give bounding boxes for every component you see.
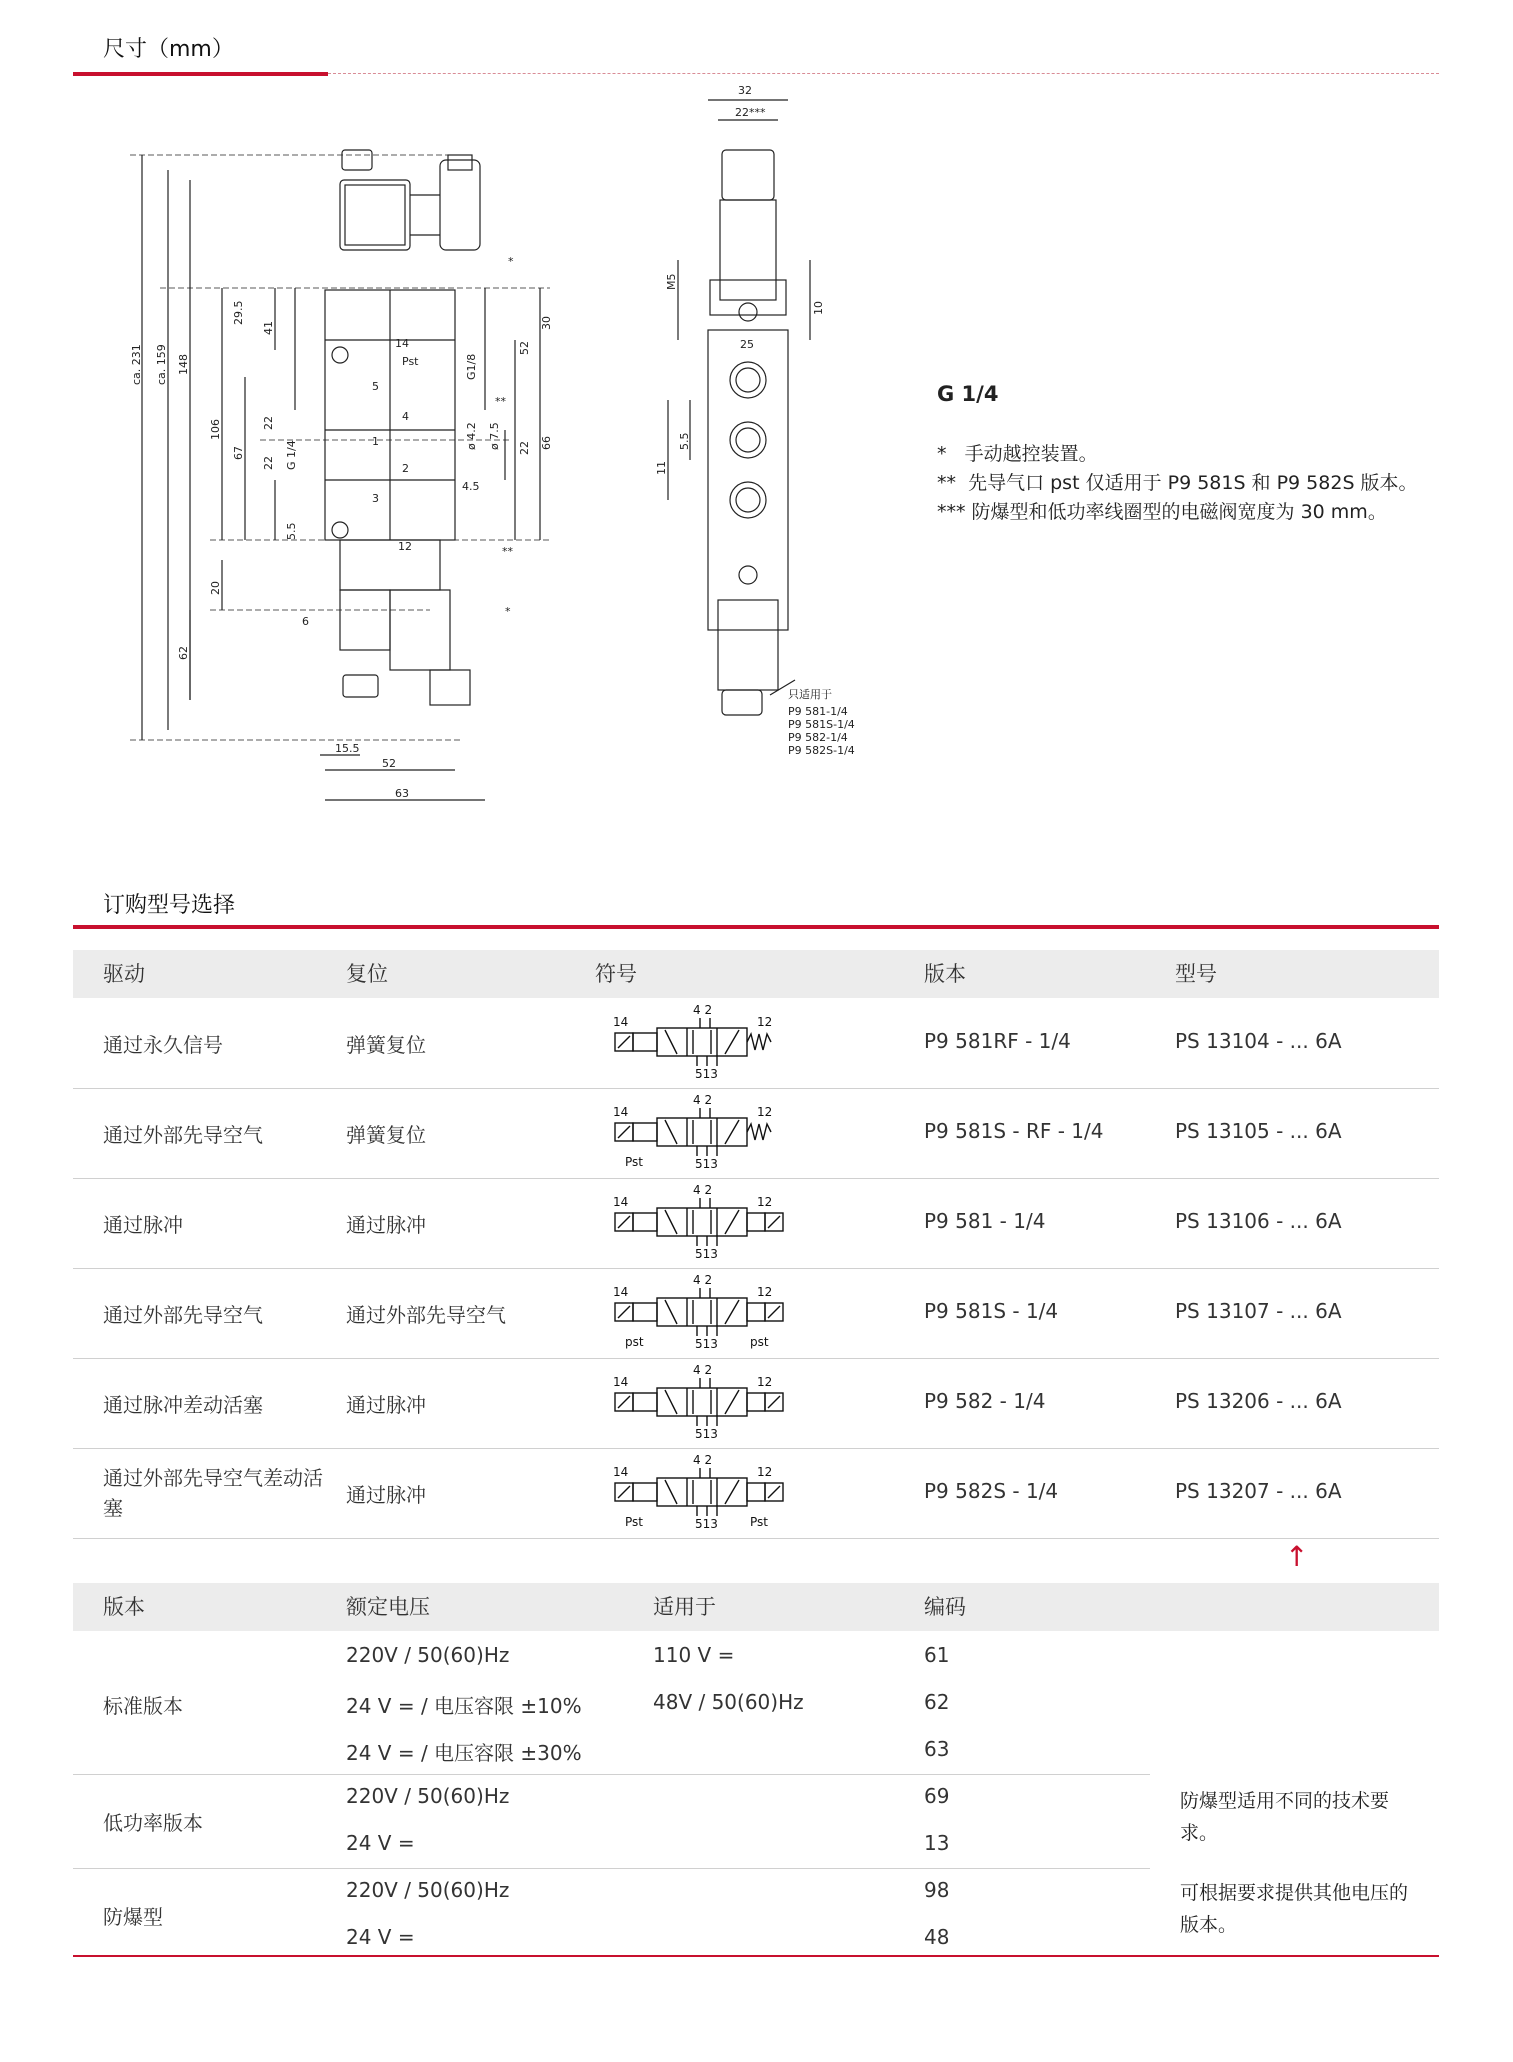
row-drive: 通过脉冲差动活塞 [103, 1393, 263, 1417]
port-label: G 1/4 [937, 382, 999, 406]
dim-22-star: 22*** [735, 106, 766, 119]
symbol-port-left: 14 [613, 1105, 629, 1119]
actuator-right [747, 1483, 765, 1501]
model-arrow: ↑ [1285, 1540, 1309, 1573]
row-model: PS 13207 - ... 6A [1175, 1479, 1342, 1503]
dimensions-dash-rule [328, 73, 1439, 74]
symbol-port-right: 12 [757, 1375, 773, 1389]
voltage-code: 62 [924, 1689, 950, 1714]
dim-106: 106 [209, 419, 222, 440]
voltage-value: 220V / 50(60)Hz [346, 1642, 510, 1667]
voltage-code: 98 [924, 1877, 950, 1902]
symbol-pst-left: pst [625, 1335, 644, 1349]
ordering-title: 订购型号选择 [103, 893, 236, 918]
voltage-value: 24 V = / 电压容限 ±10% [346, 1693, 582, 1718]
symbol-ports-bottom: 513 [695, 1157, 718, 1171]
row-reset: 弹簧复位 [346, 1033, 426, 1057]
voltage-applicable: 48V / 50(60)Hz [653, 1689, 804, 1714]
dim-29-5: 29.5 [232, 300, 245, 325]
dim-m5: M5 [665, 273, 678, 290]
voltage-header [73, 1583, 1150, 1631]
valve-symbol [605, 1360, 785, 1446]
dim-32: 32 [738, 84, 752, 97]
port-pst: Pst [402, 355, 419, 368]
front-view-drawing [130, 140, 580, 830]
marker-dstar-upper: ** [495, 395, 506, 408]
vheader-version: 版本 [103, 1595, 145, 1619]
voltage-group-divider [73, 1774, 1150, 1775]
symbol-ports-bottom: 513 [695, 1247, 718, 1261]
row-divider [73, 1448, 1439, 1449]
symbol-ports-top: 4 2 [693, 1363, 713, 1377]
symbol-port-right: 12 [757, 1195, 773, 1209]
row-model: PS 13206 - ... 6A [1175, 1389, 1342, 1413]
symbol-ports-bottom: 513 [695, 1517, 718, 1531]
symbol-port-left: 14 [613, 1285, 629, 1299]
dim-22-b: 22 [262, 456, 275, 470]
note-3: *** 防爆型和低功率线圈型的电磁阀宽度为 30 mm。 [937, 501, 1387, 523]
row-divider [73, 1358, 1439, 1359]
symbol-pst-left: Pst [625, 1515, 643, 1529]
symbol-pst-right: Pst [750, 1515, 768, 1529]
voltage-value: 24 V = [346, 1830, 415, 1855]
dim-66: 66 [540, 436, 553, 450]
dim-67: 67 [232, 446, 245, 460]
dim-63: 63 [395, 787, 409, 800]
symbol-ports-top: 4 2 [693, 1453, 713, 1467]
actuator-right [747, 1303, 765, 1321]
symbol-ports-top: 4 2 [693, 1003, 713, 1017]
voltage-code: 13 [924, 1830, 950, 1855]
symbol-pst-left: Pst [625, 1155, 643, 1169]
row-reset: 通过脉冲 [346, 1483, 426, 1507]
dim-148: 148 [177, 354, 190, 375]
ordering-title-rule [73, 925, 1439, 929]
bottom-rule [73, 1955, 1439, 1957]
valve-symbol [605, 1180, 785, 1266]
spring-icon [747, 1034, 771, 1050]
row-reset: 弹簧复位 [346, 1123, 426, 1147]
dim-25: 25 [740, 338, 754, 351]
dim-10: 10 [812, 301, 825, 315]
side-view-drawing [650, 80, 880, 770]
callout-item-2: P9 581S-1/4 [788, 718, 855, 731]
port-14: 14 [395, 337, 409, 350]
row-divider [73, 1268, 1439, 1269]
dim-52-right: 52 [518, 341, 531, 355]
symbol-port-right: 12 [757, 1465, 773, 1479]
voltage-group-divider [73, 1868, 1150, 1869]
dim-22-a: 22 [262, 416, 275, 430]
callout-item-4: P9 582S-1/4 [788, 744, 855, 757]
port-1: 1 [372, 435, 379, 448]
row-divider [73, 1088, 1439, 1089]
callout-item-3: P9 582-1/4 [788, 731, 848, 744]
row-version: P9 581S - 1/4 [924, 1299, 1059, 1323]
voltage-code: 48 [924, 1924, 950, 1949]
voltage-value: 220V / 50(60)Hz [346, 1877, 510, 1902]
symbol-ports-top: 4 2 [693, 1093, 713, 1107]
spring-icon [747, 1124, 771, 1140]
symbol-pst-right: pst [750, 1335, 769, 1349]
dim-52-bottom: 52 [382, 757, 396, 770]
dimensions-title: 尺寸（mm） [103, 37, 234, 62]
callout-title: 只适用于 [788, 688, 832, 701]
header-version: 版本 [924, 962, 966, 986]
voltage-code: 63 [924, 1736, 950, 1761]
dim-41: 41 [262, 321, 275, 335]
side-note-2: 可根据要求提供其他电压的版本。 [1180, 1882, 1409, 1936]
symbol-port-right: 12 [757, 1105, 773, 1119]
dim-ca231: ca. 231 [130, 344, 143, 385]
dim-d7-5: ø 7.5 [488, 422, 501, 450]
valve-symbol [605, 1270, 785, 1356]
symbol-port-left: 14 [613, 1195, 629, 1209]
row-reset: 通过脉冲 [346, 1213, 426, 1237]
dim-11: 11 [655, 461, 668, 475]
row-version: P9 582S - 1/4 [924, 1479, 1059, 1503]
actuator-right [747, 1393, 765, 1411]
row-drive: 通过外部先导空气 [103, 1303, 263, 1327]
row-version: P9 581 - 1/4 [924, 1209, 1046, 1233]
dim-20: 20 [209, 581, 222, 595]
actuator-right [747, 1213, 765, 1231]
dim-ca159: ca. 159 [155, 344, 168, 385]
voltage-value: 24 V = / 电压容限 ±30% [346, 1740, 582, 1765]
valve-symbol [605, 1090, 785, 1176]
dim-4-5: 4.5 [462, 480, 480, 493]
port-2: 2 [402, 462, 409, 475]
voltage-group-name: 防爆型 [103, 1905, 163, 1929]
voltage-value: 220V / 50(60)Hz [346, 1783, 510, 1808]
valve-symbol [605, 1000, 785, 1086]
voltage-group-name: 标准版本 [103, 1693, 183, 1718]
side-note-1: 防爆型适用不同的技术要求。 [1180, 1790, 1390, 1844]
header-model: 型号 [1175, 962, 1217, 986]
row-model: PS 13104 - ... 6A [1175, 1029, 1342, 1053]
port-3: 3 [372, 492, 379, 505]
port-5: 5 [372, 380, 379, 393]
row-model: PS 13105 - ... 6A [1175, 1119, 1342, 1143]
row-version: P9 582 - 1/4 [924, 1389, 1046, 1413]
dim-g18: G1/8 [465, 353, 478, 380]
symbol-port-right: 12 [757, 1285, 773, 1299]
symbol-ports-top: 4 2 [693, 1273, 713, 1287]
row-version: P9 581RF - 1/4 [924, 1029, 1071, 1053]
callout-item-1: P9 581-1/4 [788, 705, 848, 718]
port-4: 4 [402, 410, 409, 423]
note-2: ** 先导气口 pst 仅适用于 P9 581S 和 P9 582S 版本。 [937, 472, 1418, 494]
voltage-code: 61 [924, 1642, 950, 1667]
port-12: 12 [398, 540, 412, 553]
voltage-applicable: 110 V = [653, 1642, 735, 1667]
symbol-port-left: 14 [613, 1375, 629, 1389]
ordering-header [73, 950, 1439, 998]
dimensions-title-rule [73, 72, 328, 76]
row-divider [73, 1178, 1439, 1179]
header-reset: 复位 [346, 962, 388, 986]
symbol-ports-top: 4 2 [693, 1183, 713, 1197]
dim-side-5-5: 5.5 [678, 432, 691, 450]
dim-6: 6 [302, 615, 309, 628]
dim-5-5: 5.5 [285, 522, 298, 540]
marker-dstar-lower: ** [502, 545, 513, 558]
symbol-ports-bottom: 513 [695, 1067, 718, 1081]
row-reset: 通过外部先导空气 [346, 1303, 506, 1327]
dim-22-right: 22 [518, 441, 531, 455]
row-drive: 通过外部先导空气 [103, 1123, 263, 1147]
row-drive: 通过外部先导空气差动活塞 [103, 1466, 323, 1520]
symbol-port-right: 12 [757, 1015, 773, 1029]
row-divider [73, 1538, 1439, 1539]
dim-15-5: 15.5 [335, 742, 360, 755]
dim-62: 62 [177, 646, 190, 660]
row-reset: 通过脉冲 [346, 1393, 426, 1417]
symbol-ports-bottom: 513 [695, 1427, 718, 1441]
row-model: PS 13106 - ... 6A [1175, 1209, 1342, 1233]
voltage-group-name: 低功率版本 [103, 1811, 203, 1835]
voltage-code: 69 [924, 1783, 950, 1808]
header-drive: 驱动 [103, 962, 145, 986]
marker-star-bottom: * [505, 605, 511, 618]
vheader-code: 编码 [924, 1595, 966, 1619]
vheader-voltage: 额定电压 [346, 1595, 430, 1619]
marker-star-top: * [508, 255, 514, 268]
valve-symbol [605, 1450, 785, 1536]
row-drive: 通过脉冲 [103, 1213, 183, 1237]
note-1: * 手动越控装置。 [937, 443, 1098, 465]
row-model: PS 13107 - ... 6A [1175, 1299, 1342, 1323]
dim-g14: G 1/4 [285, 440, 298, 470]
header-symbol: 符号 [595, 962, 637, 986]
row-drive: 通过永久信号 [103, 1033, 223, 1057]
dim-30: 30 [540, 316, 553, 330]
dim-d4-2: ø 4.2 [465, 422, 478, 450]
symbol-port-left: 14 [613, 1465, 629, 1479]
voltage-value: 24 V = [346, 1924, 415, 1949]
row-version: P9 581S - RF - 1/4 [924, 1119, 1104, 1143]
symbol-port-left: 14 [613, 1015, 629, 1029]
vheader-for: 适用于 [653, 1595, 716, 1619]
voltage-header-extension [1150, 1583, 1439, 1631]
symbol-ports-bottom: 513 [695, 1337, 718, 1351]
